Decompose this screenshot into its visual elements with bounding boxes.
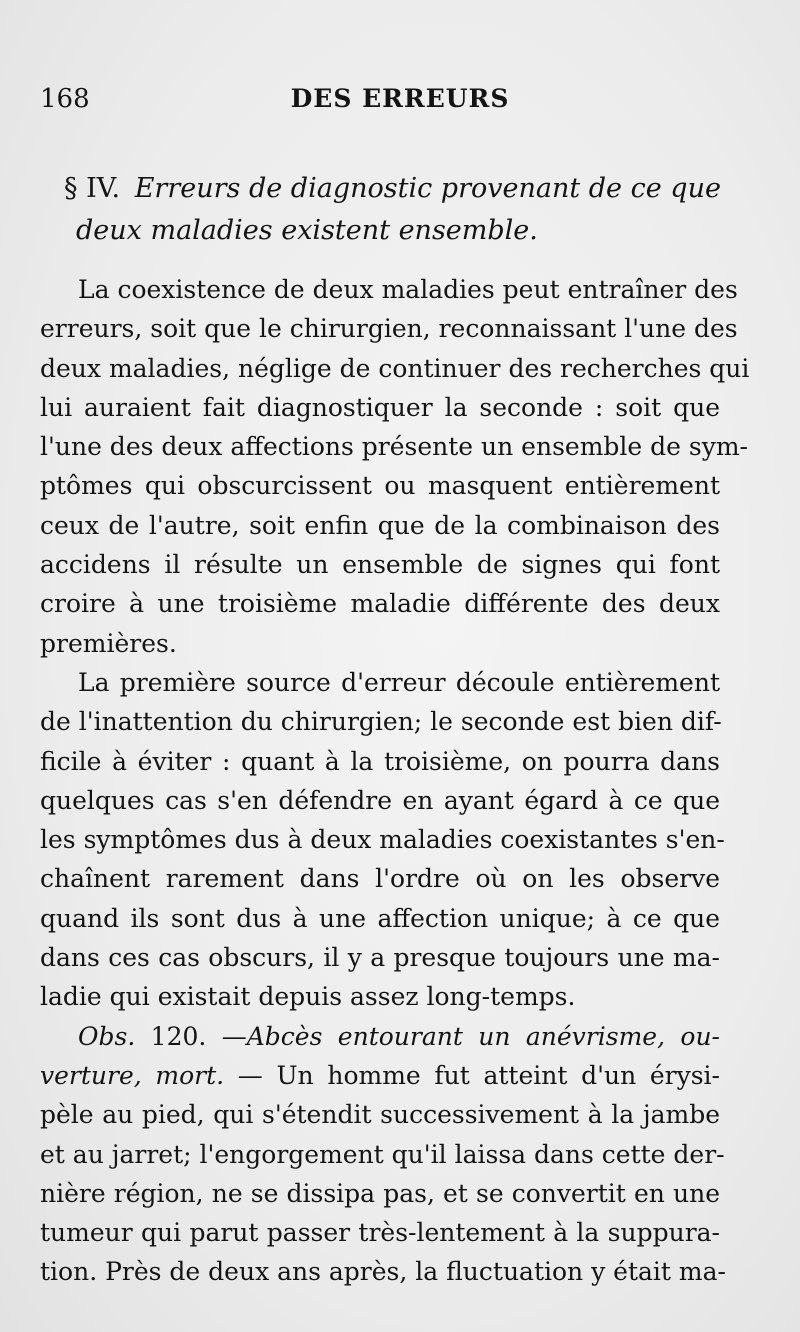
section-title-line2: deux maladies existent ensemble.: [76, 215, 538, 246]
section-title-line1: Erreurs de diagnostic provenant de ce que: [134, 173, 721, 204]
text-line: ceux de l'autre, soit enfin que de la combinaison des: [40, 510, 720, 540]
section-heading: [64, 168, 754, 252]
text-line: quand ils sont dus à une affection unique; à ce que: [40, 903, 720, 933]
observation-heading-line: [40, 1017, 720, 1056]
page-number: 168: [40, 84, 90, 114]
body-text: [40, 270, 750, 1292]
text-line: nière région, ne se dissipa pas, et se convertit en une: [40, 1178, 720, 1208]
observation-title-part2: verture, mort.: [40, 1060, 225, 1090]
text-line: les symptômes dus à deux maladies coexistantes s'en-: [40, 825, 725, 855]
text-line: dans ces cas obscurs, il y a presque toujours une ma-: [40, 943, 720, 973]
text-line: La coexistence de deux maladies peut entraîner des: [78, 275, 738, 304]
text-line: croire à une troisième maladie différente des deux: [40, 589, 720, 619]
text-line: chaînent rarement dans l'ordre où on les observe: [40, 864, 720, 894]
text-line: l'une des deux affections présente un ensemble de sym-: [40, 432, 748, 462]
page-header: [0, 84, 800, 120]
text-line: tion. Près de deux ans après, la fluctuation y était ma-: [40, 1257, 726, 1287]
observation-label: Obs.: [78, 1021, 136, 1051]
text-line: de l'inattention du chirurgien; le seconde est bien dif-: [40, 707, 722, 737]
observation-title-part1: Abcès entourant un anévrisme, ou-: [246, 1021, 720, 1051]
observation-dash: —: [221, 1021, 247, 1051]
text-line: lui auraient fait diagnostiquer la seconde : soit que: [40, 392, 720, 422]
observation-number: 120.: [150, 1021, 207, 1051]
text-line: tumeur qui parut passer très-lentement à la suppura-: [40, 1218, 720, 1248]
text-line: quelques cas s'en défendre en ayant égard à ce que: [40, 785, 720, 815]
text-line: pèle au pied, qui s'étendit successivement à la jambe: [40, 1100, 720, 1130]
text-line: La première source d'erreur découle entièrement: [78, 667, 720, 697]
section-symbol: §: [64, 173, 78, 204]
text-line: et au jarret; l'engorgement qu'il laissa dans cette der-: [40, 1139, 725, 1169]
text-line: erreurs, soit que le chirurgien, reconnaissant l'une des: [40, 314, 738, 344]
observation-heading-line-2: [40, 1056, 720, 1095]
text-line: ptômes qui obscurcissent ou masquent entièrement: [40, 471, 720, 501]
text-line: accidens il résulte un ensemble de signes qui font: [40, 550, 720, 580]
text-line: ficile à éviter : quant à la troisième, on pourra dans: [40, 746, 720, 776]
observation-text-start: — Un homme fut atteint d'un érysi-: [237, 1060, 720, 1090]
text-line: premières.: [40, 628, 177, 658]
text-line: deux maladies, néglige de continuer des recherches qui: [40, 353, 750, 383]
running-head: DES ERREURS: [290, 84, 510, 113]
section-number: IV.: [86, 173, 121, 204]
text-line: ladie qui existait depuis assez long-temps.: [40, 982, 576, 1012]
